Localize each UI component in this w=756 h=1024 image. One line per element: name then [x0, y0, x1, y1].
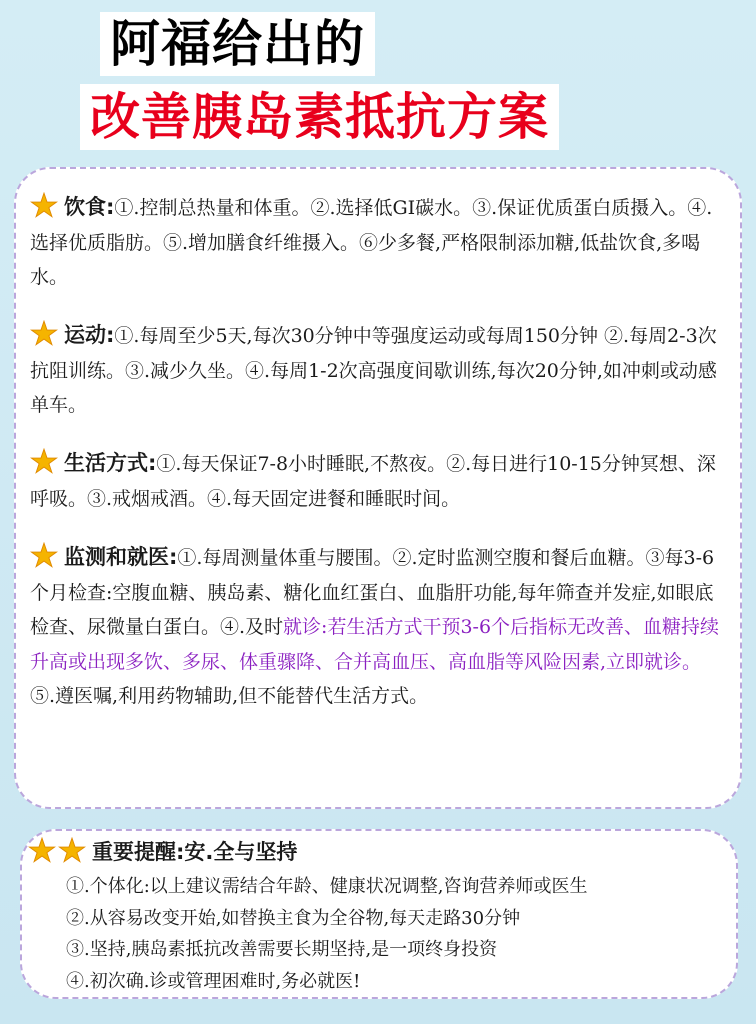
section-heading: 生活方式:: [64, 451, 157, 475]
section-body-end: ⑤.遵医嘱,利用药物辅助,但不能替代生活方式。: [30, 685, 429, 707]
section-body: ①.每周至少5天,每次30分钟中等强度运动或每周150分钟 ②.每周2-3次抗阻训练。③.减少久坐。④.每周1-2次高强度间歇训练,每次20分钟,如冲刺或动感单车。: [30, 325, 717, 416]
section-heading: 饮食:: [64, 195, 115, 219]
reminder-item: ①.个体化:以上建议需结合年龄、健康状况调整,咨询营养师或医生: [66, 876, 588, 897]
section-body: ①.每周测量体重与腰围。②.定时监测空腹和餐后血糖。③每3-6个月检查:空腹血糖、胰岛素、糖化血红蛋白、血脂肝功能,每年筛查并发症,如眼底检查、尿微量白蛋白。④.及时: [30, 547, 715, 638]
star-icon: [30, 192, 58, 220]
section-exercise: [30, 318, 720, 423]
title-line-1: 阿福给出的: [100, 12, 375, 76]
reminder-item: ③.坚持,胰岛素抵抗改善需要长期坚持,是一项终身投资: [66, 939, 498, 960]
star-icon: [58, 837, 86, 865]
reminder-list: [66, 871, 746, 997]
star-icon: [28, 837, 56, 865]
section-diet: [30, 190, 720, 295]
section-monitoring: [30, 540, 720, 714]
reminder-item: ④.初次确.诊或管理困难时,务必就医!: [66, 970, 361, 992]
section-body: ①.每天保证7-8小时睡眠,不熬夜。②.每日进行10-15分钟冥想、深呼吸。③.戒烟戒酒。④.每天固定进餐和睡眠时间。: [30, 453, 716, 510]
reminder-item: ②.从容易改变开始,如替换主食为全谷物,每天走路30分钟: [66, 907, 521, 929]
star-icon: [30, 320, 58, 348]
section-heading: 运动:: [64, 323, 115, 347]
section-heading: 监测和就医:: [64, 545, 178, 569]
reminder-heading-row: [28, 836, 297, 868]
star-icon: [30, 542, 58, 570]
section-body-highlight: 就诊:若生活方式干预3-6个后指标无改善、血糖持续升高或出现多饮、多尿、体重骤降、合并高血压、高血脂等风险因素,立即就诊。: [30, 616, 720, 673]
reminder-heading: 重要提醒:安.全与坚持: [92, 840, 298, 864]
section-lifestyle: [30, 446, 720, 516]
title-line-2: 改善胰岛素抵抗方案: [80, 84, 559, 150]
section-body: ①.控制总热量和体重。②.选择低GI碳水。③.保证优质蛋白质摄入。④.选择优质脂肪。⑤.增加膳食纤维摄入。⑥少多餐,严格限制添加糖,低盐饮食,多喝水。: [30, 197, 713, 288]
star-icon: [30, 448, 58, 476]
